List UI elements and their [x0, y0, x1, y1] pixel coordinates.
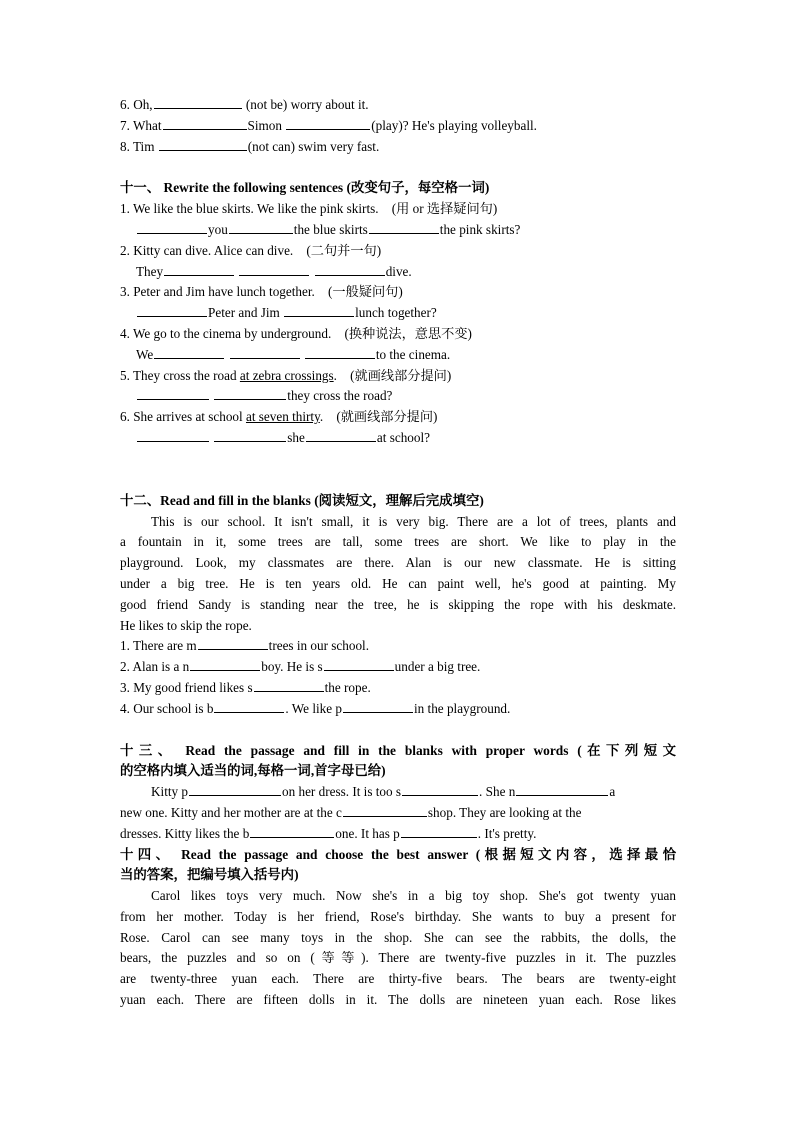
passage-text: . She n — [479, 784, 516, 800]
answer-blank[interactable] — [198, 636, 268, 650]
answer-blank[interactable] — [286, 116, 370, 130]
answer-blank[interactable] — [369, 220, 439, 234]
passage-line: This is our school. It isn't small, it is very big. There are a lot of trees, plants and — [151, 513, 676, 529]
answer-text: you — [208, 221, 228, 237]
answer-blank[interactable] — [401, 824, 477, 838]
section-13-heading-cont: 的空格内填入适当的词,每格一词,首字母已给) — [120, 763, 386, 779]
answer-blank[interactable] — [284, 303, 354, 317]
question-text: the rope. — [324, 679, 371, 695]
answer-blank[interactable] — [324, 657, 394, 671]
answer-text: Peter and Jim — [208, 305, 280, 321]
passage-text: on her dress. It is too s — [282, 784, 402, 800]
passage-line: bears, the puzzles and so on (等等). There are twenty-five puzzles in it. The puzzles — [120, 950, 676, 966]
question-text: boy. He is s — [261, 659, 323, 675]
s11-question-4 — [120, 324, 676, 345]
passage-line: from her mother. Today is her friend, Rose's birthday. She wants to buy a present for — [120, 908, 676, 924]
s12-question-1 — [120, 636, 676, 657]
s11-answer-6 — [120, 428, 676, 449]
question-text: . — [333, 367, 337, 383]
question-6 — [120, 95, 676, 116]
answer-text: at school? — [376, 429, 430, 445]
question-text: Simon — [247, 117, 282, 133]
answer-blank[interactable] — [250, 824, 334, 838]
answer-blank[interactable] — [159, 137, 247, 151]
s11-question-6 — [120, 407, 676, 428]
question-text: 8. Tim — [120, 138, 155, 154]
s11-question-2 — [120, 241, 676, 262]
passage-line: good friend Sandy is standing near the tree, he is skipping the rope with his deskmate. — [120, 596, 676, 612]
passage-text: a — [609, 784, 616, 800]
answer-text: They — [136, 263, 164, 279]
passage-line: are twenty-three yuan each. There are thirty-five bears. The bears are twenty-eight — [120, 971, 676, 987]
answer-blank[interactable] — [343, 699, 413, 713]
passage-text: shop. They are looking at the — [427, 804, 582, 820]
instruction-note: (就画线部分提问) — [350, 367, 452, 383]
s12-question-3 — [120, 678, 676, 699]
answer-blank[interactable] — [214, 386, 286, 400]
answer-blank[interactable] — [154, 95, 242, 109]
question-text: 6. She arrives at school — [120, 409, 243, 425]
s11-question-5 — [120, 366, 676, 387]
passage-text: new one. Kitty and her mother are at the c — [120, 804, 342, 820]
question-text: (not be) worry about it. — [245, 97, 369, 112]
answer-blank[interactable] — [306, 428, 376, 442]
question-text: 2. Kitty can dive. Alice can dive. — [120, 242, 294, 258]
answer-blank[interactable] — [315, 262, 385, 276]
question-text: . — [319, 409, 324, 425]
s13-line-2 — [120, 803, 676, 824]
answer-text: she — [287, 429, 305, 445]
passage-line: yuan each. There are fifteen dolls in it. The dolls are nineteen yuan each. Rose likes — [120, 992, 676, 1008]
question-text: 6. Oh, — [120, 97, 153, 112]
answer-blank[interactable] — [214, 699, 284, 713]
question-text: 1. We like the blue skirts. We like the pink skirts. — [120, 201, 379, 217]
answer-text: dive. — [385, 263, 412, 279]
underlined-phrase: at seven thirty — [245, 409, 320, 425]
passage-line: under a big tree. He is ten years old. He can paint well, he's good at painting. My — [120, 575, 676, 591]
answer-text: they cross the road? — [287, 388, 393, 404]
question-text: (not can) swim very fast. — [247, 138, 380, 154]
section-13-heading: 十三、 Read the passage and fill in the blanks with proper words (在下列短文 — [120, 742, 676, 758]
s11-answer-5 — [120, 386, 676, 407]
answer-blank[interactable] — [402, 782, 478, 796]
answer-blank[interactable] — [189, 782, 281, 796]
answer-blank[interactable] — [137, 428, 209, 442]
section-11-heading: 十一、 Rewrite the following sentences (改变句子，每空格一词) — [120, 180, 490, 196]
underlined-phrase: at zebra crossings — [239, 367, 334, 383]
answer-text: the pink skirts? — [439, 221, 521, 237]
passage-line: Rose. Carol can see many toys in the shop. She can see the rabbits, the dolls, the — [120, 929, 676, 945]
question-text: . We like p — [285, 700, 342, 716]
answer-text: to the cinema. — [375, 346, 451, 362]
answer-blank[interactable] — [164, 262, 234, 276]
question-text: 3. Peter and Jim have lunch together. — [120, 284, 315, 300]
answer-blank[interactable] — [239, 262, 309, 276]
question-text: 2. Alan is a n — [120, 659, 190, 675]
s11-question-3 — [120, 282, 676, 303]
s12-question-2 — [120, 657, 676, 678]
question-text: in the playground. — [413, 700, 511, 716]
answer-blank[interactable] — [154, 345, 224, 359]
question-text: under a big tree. — [394, 659, 481, 675]
instruction-note: (用 or 选择疑问句) — [391, 201, 498, 217]
question-text: 1. There are m — [120, 638, 197, 654]
passage-text: dresses. Kitty likes the b — [120, 825, 250, 841]
passage-line: Carol likes toys very much. Now she's in a big toy shop. She's got twenty yuan — [151, 888, 676, 904]
passage-line: He likes to skip the rope. — [120, 617, 252, 633]
instruction-note: (换种说法，意思不变) — [344, 325, 472, 341]
s13-line-1 — [120, 782, 676, 803]
question-text: trees in our school. — [268, 638, 370, 654]
answer-text: the blue skirts — [293, 221, 368, 237]
answer-blank[interactable] — [163, 116, 247, 130]
answer-blank[interactable] — [343, 803, 427, 817]
answer-blank[interactable] — [190, 657, 260, 671]
worksheet-page — [120, 95, 676, 1011]
answer-blank[interactable] — [137, 220, 207, 234]
s11-question-1 — [120, 199, 676, 220]
instruction-note: (一般疑问句) — [328, 284, 403, 300]
s12-question-4 — [120, 699, 676, 720]
passage-text: Kitty p — [151, 784, 188, 800]
question-8 — [120, 137, 676, 158]
question-text: 4. We go to the cinema by underground. — [120, 325, 332, 341]
answer-blank[interactable] — [254, 678, 324, 692]
answer-blank[interactable] — [305, 345, 375, 359]
s11-answer-2 — [120, 262, 676, 283]
question-text: 4. Our school is b — [120, 700, 214, 716]
instruction-note: (二句并一句) — [306, 242, 382, 258]
answer-blank[interactable] — [516, 782, 608, 796]
s11-answer-4 — [120, 345, 676, 366]
answer-blank[interactable] — [230, 345, 300, 359]
question-text: 3. My good friend likes s — [120, 679, 253, 695]
answer-blank[interactable] — [137, 386, 209, 400]
s11-answer-1 — [120, 220, 676, 241]
answer-blank[interactable] — [214, 428, 286, 442]
question-7 — [120, 116, 676, 137]
instruction-note: (就画线部分提问) — [336, 409, 438, 425]
section-14-heading: 十四、 Read the passage and choose the best answer (根据短文内容，选择最恰 — [120, 846, 676, 862]
passage-line: a fountain in it, some trees are tall, some trees are short. We like to play in the — [120, 534, 676, 550]
s13-line-3 — [120, 824, 676, 845]
answer-text: lunch together? — [355, 305, 437, 321]
answer-text: We — [136, 346, 154, 362]
question-text: (play)? He's playing volleyball. — [371, 117, 537, 133]
answer-blank[interactable] — [137, 303, 207, 317]
question-text: 5. They cross the road — [120, 367, 237, 383]
passage-text: one. It has p — [335, 825, 400, 841]
section-14-heading-cont: 当的答案，把编号填入括号内) — [120, 867, 299, 883]
answer-blank[interactable] — [229, 220, 293, 234]
question-text: 7. What — [120, 117, 162, 133]
section-12-heading: 十二、Read and fill in the blanks (阅读短文，理解后完成填空) — [120, 492, 484, 508]
s11-answer-3 — [120, 303, 676, 324]
passage-text: . It's pretty. — [477, 825, 537, 841]
passage-line: playground. Look, my classmates are there. Alan is our new classmate. He is sitting — [120, 555, 676, 571]
